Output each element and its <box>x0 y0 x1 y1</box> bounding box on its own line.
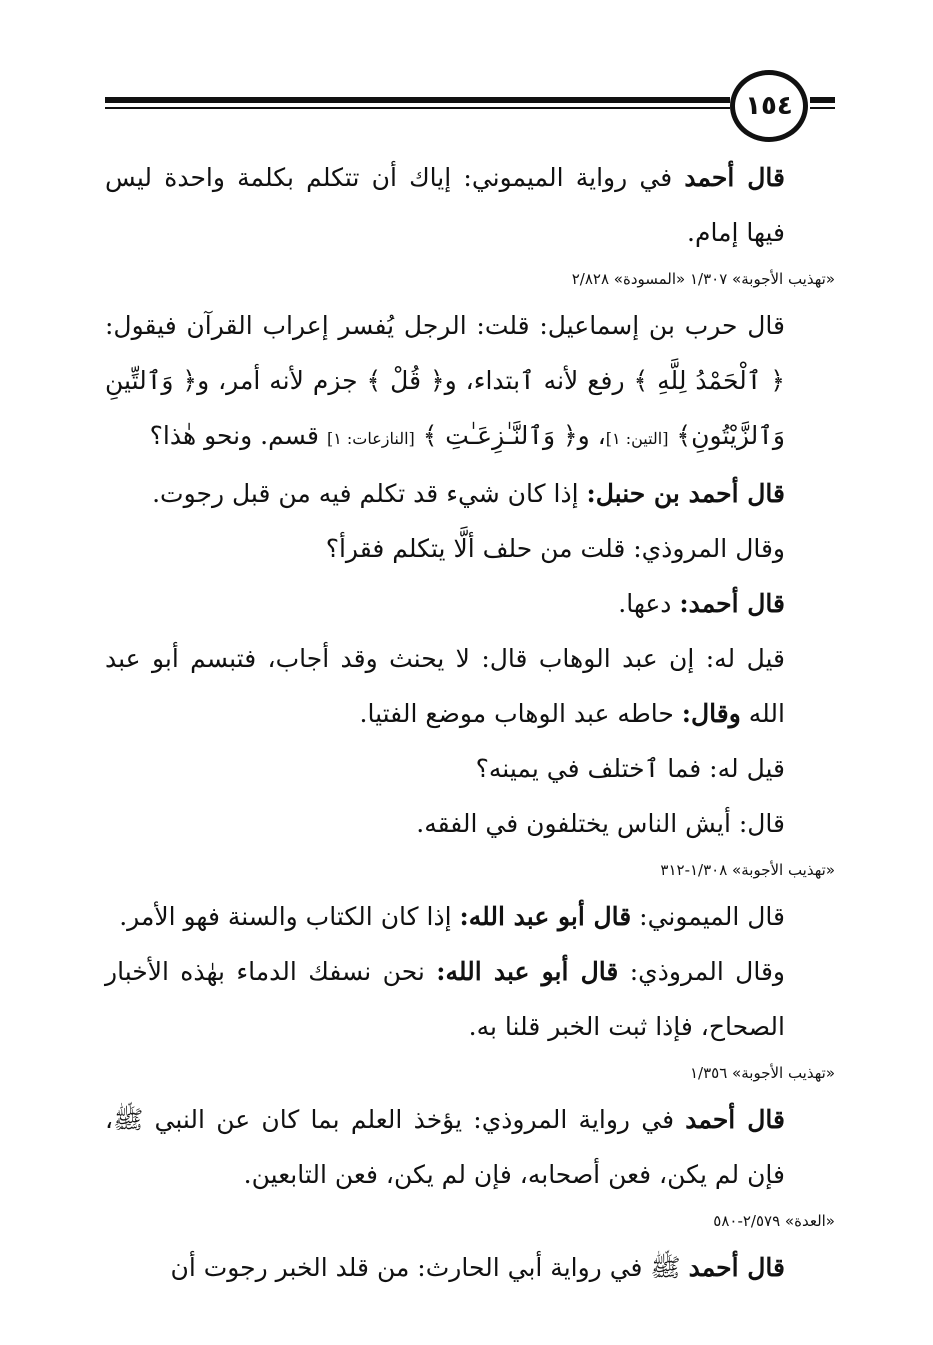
page-body <box>105 150 835 1295</box>
header-rule-right-thick <box>810 97 835 103</box>
source-reference: «العدة» ٢/٥٧٩-٥٨٠ <box>713 1212 835 1230</box>
paragraph-text: حاطه عبد الوهاب موضع الفتيا. <box>359 699 682 728</box>
paragraph-text: في رواية المروذي: يؤخذ العلم بما كان عن النبي ﷺ، فإن لم يكن، فعن أصحابه، فإن لم يكن، فعن التابعين. <box>105 1105 785 1189</box>
paragraph-text: إذا كان شيء قد تكلم فيه من قبل رجوت. <box>152 479 587 508</box>
speaker-label: قال أحمد <box>688 1253 785 1282</box>
source-reference: «تهذيب الأجوبة» ١/٣٠٧ «المسودة» ٢/٨٢٨ <box>571 270 835 288</box>
page-number: ١٥٤ <box>730 70 808 142</box>
paragraph <box>105 631 835 741</box>
speaker-label: قال أبو عبد الله: <box>436 957 619 986</box>
paragraph-text: قال الميموني: <box>631 902 785 931</box>
paragraph-text: نحن نسفك الدماء بهٰذه الأخبار الصحاح، فإذا ثبت الخبر قلنا به. <box>105 957 785 1041</box>
paragraph <box>105 298 835 466</box>
speaker-label: قال أحمد <box>685 1105 785 1134</box>
paragraph <box>105 1240 835 1295</box>
paragraph <box>105 150 835 260</box>
paragraph-text: قيل له: فما ٱختلف في يمينه؟ <box>475 754 785 783</box>
paragraph <box>105 1092 835 1202</box>
speaker-label: قال أحمد بن حنبل: <box>586 479 785 508</box>
paragraph-text: في رواية الميموني: إياك أن تتكلم بكلمة واحدة ليس فيها إمام. <box>105 163 785 247</box>
page-header <box>105 70 835 140</box>
source-reference: «تهذيب الأجوبة» ١/٣٠٨-٣١٢ <box>660 861 835 879</box>
paragraph-text: قال: أيش الناس يختلفون في الفقه. <box>416 809 785 838</box>
header-rule-right-thin <box>810 107 835 109</box>
paragraph <box>105 944 835 1054</box>
paragraph-text: دعها. <box>618 589 680 618</box>
speaker-label: قال أبو عبد الله: <box>459 902 632 931</box>
header-rule-thin <box>105 107 730 109</box>
paragraph-text: ﷺ في رواية أبي الحارث: من قلد الخبر رجوت أن <box>170 1253 689 1282</box>
speaker-label: وقال: <box>681 699 741 728</box>
paragraph <box>105 796 835 851</box>
paragraph <box>105 741 835 796</box>
paragraph-text: ، و﴿ وَٱلنَّـٰزِعَـٰتِ ﴾ <box>414 421 606 450</box>
paragraph-text: إذا كان الكتاب والسنة فهو الأمر. <box>119 902 460 931</box>
speaker-label: قال أحمد <box>684 163 785 192</box>
verse-citation: [التين: ١] <box>605 429 669 448</box>
paragraph <box>105 521 835 576</box>
paragraph <box>105 466 835 521</box>
header-rule-thick <box>105 97 730 103</box>
verse-citation: [النازعات: ١] <box>326 429 415 448</box>
speaker-label: قال أحمد: <box>679 589 785 618</box>
source-reference: «تهذيب الأجوبة» ١/٣٥٦ <box>690 1064 835 1082</box>
paragraph <box>105 576 835 631</box>
paragraph-text: وقال المروذي: قلت من حلف ألَّا يتكلم فقرأ؟ <box>325 534 785 563</box>
paragraph-text: قيل له: إن عبد الوهاب قال: لا يحنث وقد أجاب، فتبسم أبو عبد الله <box>105 644 785 728</box>
paragraph-text: وقال المروذي: <box>618 957 785 986</box>
paragraph-text: قال حرب بن إسماعيل: قلت: الرجل يُفسر إعراب القرآن فيقول: ﴿ ٱلْحَمْدُ لِلَّهِ ﴾ رفع لأنه ٱبتداء، و﴿ قُلْ ﴾ جزم لأنه أمر، و﴿ وَٱلتِّينِ وَٱلزَّيْتُونِ﴾ <box>105 311 785 450</box>
paragraph <box>105 889 835 944</box>
paragraph-text: قسم. ونحو هٰذا؟ <box>149 421 327 450</box>
